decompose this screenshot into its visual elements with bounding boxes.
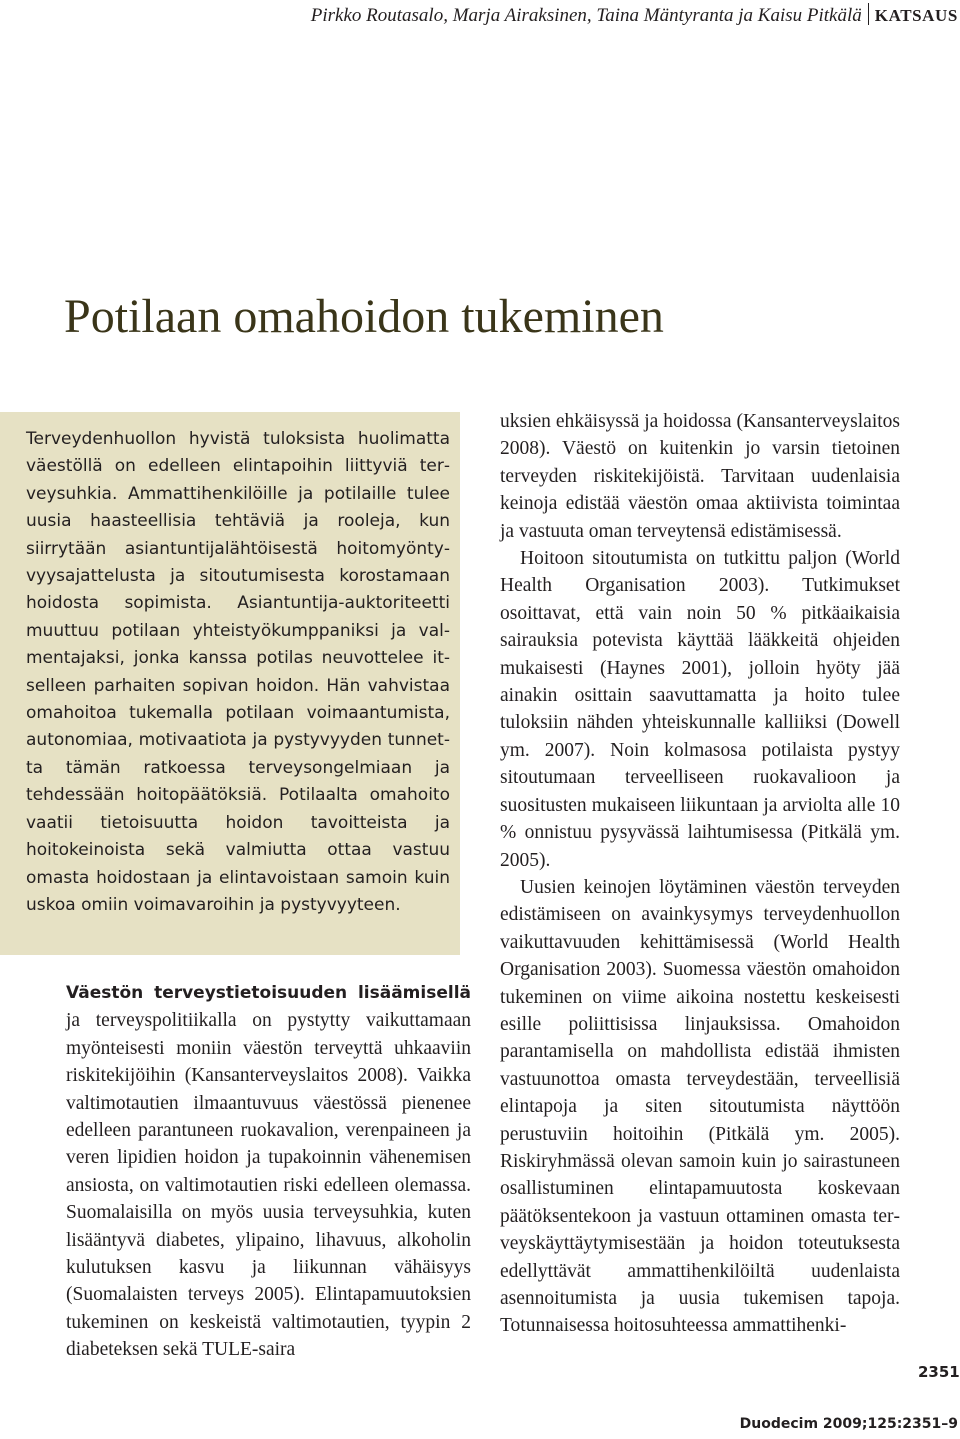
- left-paragraph-text: ja terveyspolitiikalla on pystytty vaikuttamaan myönteisesti moniin väestön terveyttä uhkaaviin riskitekijöihin (Kansanterveyslaitos 2008). Vaikka valtimotautien ilmaantuvuus väestössä pienenee edelleen parantuneen ruokavalion, verenpaineen ja veren lipidien hoidon ja tupakoinnin vähenemisen ansiosta, on valtimotautien riski edelleen olemassa. Suomalaisilla on myös uusia terveysuhkia, kuten lisääntyvä diabetes, ylipaino, lihavuus, alkoholin kulutuksen kasvu ja liikunnan vähäisyys (Suomalaisten terveys 2005). Elintapamuutoksien tukeminen on keskeistä valtimotautien, tyypin 2 diabeteksen sekä TULE-saira: [66, 1010, 471, 1361]
- right-paragraph-1: uksien ehkäisyssä ja hoidossa (Kansanterveyslaitos 2008). Väestö on kuitenkin jo varsin tietoinen terveyden riskitekijöistä. Tarvitaan uudenlaisia keinoja edistää väestön omaa aktiivista toimintaa ja vastuuta oman terveytensä edistämisessä.: [500, 411, 900, 542]
- right-column: [500, 408, 900, 1340]
- article-title: Potilaan omahoidon tukeminen: [64, 290, 664, 343]
- right-paragraph-3: Uusien keinojen löytäminen väestön terveyden edistämiseen on avainkysymys terveydenhuollon vaikuttavuuden kehittämisessä (World Health Organisation 2003). Suomessa väestön omahoidon tukeminen on viime aikoina nostettu keskeisesti esille poliittisissa linjauksissa. Omahoidon parantamisella on mahdollista edistää ihmisten vastuunottoa omasta terveydestään, terveellisiä elintapoja ja siten sitoutumista näyttöön perustuviin hoitoihin (Pitkälä ym. 2005). Riskiryhmässä olevan samoin kuin jo sairastuneen osallistuminen elintapamuutosta koskevaan päätöksentekoon ja vastuun ottaminen omasta terveyskäyttäytymisestään ja hoidon toteutuksesta edellyttävät ammattihenkilöiltä uudenlaista asennoitumista ja uusia tukemisen tapoja. Totunnaisessa hoitosuhteessa ammattihenki-: [500, 876, 900, 1337]
- section-label: KATSAUS: [874, 6, 958, 25]
- abstract-box: [0, 412, 460, 955]
- page-number: 2351: [918, 1363, 960, 1381]
- journal-reference: Duodecim 2009;125:2351–9: [739, 1416, 958, 1432]
- authors: Pirkko Routasalo, Marja Airaksinen, Taina Mäntyranta ja Kaisu Pitkälä: [310, 5, 862, 26]
- running-head: [311, 2, 958, 30]
- abstract-text: Terveydenhuollon hyvistä tuloksista huolimatta väestöllä on edelleen elintapoihin liittyviä terveysuhkia. Ammattihenkilöille ja potilaille tulee uusia haasteellisia tehtäviä ja rooleja, kun siirrytään asiantuntijalähtöisestä hoitomyöntyvyysajattelusta ja sitoutumisesta korostamaan hoidosta sopimista. Asiantuntija-auktoriteetti muuttuu potilaan yhteistyökumppaniksi ja valmentajaksi, jonka kanssa potilas neuvottelee itselleen parhaiten sopivan hoidon. Hän vahvistaa omahoitoa tukemalla potilaan voimaantumista, autonomiaa, motivaatiota ja pystyvyyden tunnetta tämän ratkoessa terveysongelmiaan ja tehdessään hoitopäätöksiä. Potilaalta omahoito vaatii tietoisuutta hoidon tavoitteista ja hoitokeinoista sekä valmiutta ottaa vastuu omasta hoidostaan ja elintavoistaan samoin kuin uskoa omiin voimavaroihin ja pystyvyyteen.: [26, 429, 450, 915]
- run-in-heading: Väestön terveystietoisuuden lisäämisellä: [66, 983, 471, 1003]
- left-column: [66, 979, 471, 1364]
- right-paragraph-2: Hoitoon sitoutumista on tutkittu paljon (World Health Organisation 2003). Tutkimukset osoittavat, että vain noin 50 % pitkäaikaisia sairauksia potevista käyttää lääkkeitä ohjeiden mukaisesti (Haynes 2001), jolloin hyöty jää ainakin osittain saavuttamatta ja hoito tulee tuloksiin nähden yhteiskunnalle kalliiksi (Dowell ym. 2007). Noin kolmasosa potilaista pystyy sitoutumaan terveelliseen ruokavalioon ja suositusten mukaiseen liikuntaan ja arviolta alle 10 % onnistuu pysyvässä laihtumisessa (Pitkälä ym. 2005).: [500, 548, 900, 871]
- left-paragraph: [66, 979, 471, 1364]
- header-divider: [868, 3, 869, 25]
